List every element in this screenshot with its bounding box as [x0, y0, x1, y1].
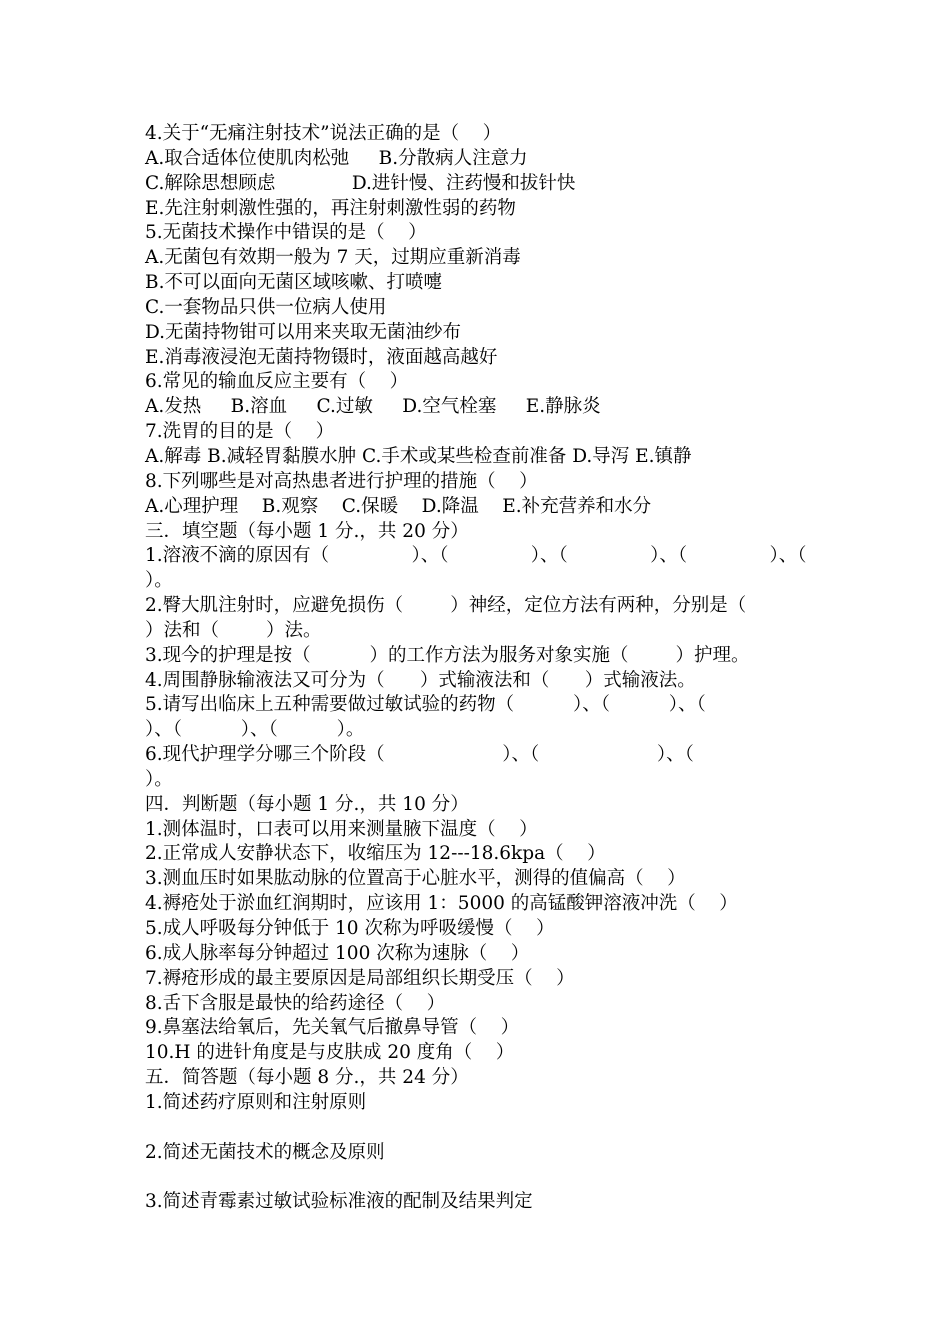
question-4: 4.关于“无痛注射技术”说法正确的是（ ）: [145, 123, 502, 144]
question-6-options: A.发热 B.溶血 C.过敏 D.空气栓塞 E.静脉炎: [145, 396, 601, 418]
true-false-8: 8.舌下含服是最快的给药途径（ ）: [145, 992, 446, 1014]
section-heading-true-false: 四．判断题（每小题 1 分.，共 10 分）: [145, 793, 469, 815]
question-8: 8.下列哪些是对高热患者进行护理的措施（ ）: [145, 470, 538, 492]
blank-line: [145, 1116, 815, 1141]
true-false-10: 10.H 的进针角度是与皮肤成 20 度角（ ）: [145, 1042, 515, 1064]
short-answer-1: 1.简述药疗原则和注射原则: [145, 1091, 367, 1113]
true-false-7: 7.褥疮形成的最主要原因是局部组织长期受压（ ）: [145, 967, 575, 989]
question-5-option-e: E.消毒液浸泡无菌持物镊时，液面越高越好: [145, 346, 498, 368]
question-7-options: A.解毒 B.减轻胃黏膜水肿 C.手术或某些检查前准备 D.导泻 E.镇静: [145, 445, 692, 467]
true-false-2: 2.正常成人安静状态下，收缩压为 12---18.6kpa（ ）: [145, 843, 606, 865]
question-5: 5.无菌技术操作中错误的是（ ）: [145, 222, 427, 244]
fill-in-6-cont: ）。: [145, 768, 173, 790]
true-false-1: 1.测体温时，口表可以用来测量腋下温度（ ）: [145, 818, 538, 840]
fill-in-3: 3.现今的护理是按（ ）的工作方法为服务对象实施（ ）护理。: [145, 644, 750, 666]
short-answer-2: 2.简述无菌技术的概念及原则: [145, 1141, 385, 1163]
short-answer-3: 3.简述青霉素过敏试验标准液的配制及结果判定: [145, 1191, 533, 1213]
question-4-option-e: E.先注射刺激性强的，再注射刺激性弱的药物: [145, 197, 516, 219]
fill-in-6: 6.现代护理学分哪三个阶段（ ）、（ ）、（: [145, 744, 694, 766]
blank-line: [145, 1165, 815, 1190]
fill-in-1: 1.溶液不滴的原因有（ ）、（ ）、（ ）、（ ）、（: [145, 545, 807, 567]
question-4-options-ab: A.取合适体位使肌肉松弛 B.分散病人注意力: [145, 147, 528, 169]
fill-in-2-cont: ）法和（ ）法。: [145, 619, 322, 641]
question-6: 6.常见的输血反应主要有（ ）: [145, 371, 409, 393]
question-4-options-cd: C.解除思想顾虑 D.进针慢、注药慢和拔针快: [145, 172, 576, 194]
fill-in-5: 5.请写出临床上五种需要做过敏试验的药物（ ）、（ ）、（: [145, 694, 706, 716]
fill-in-5-cont: ）、（ ）、（ ）。: [145, 719, 365, 741]
true-false-5: 5.成人呼吸每分钟低于 10 次称为呼吸缓慢（ ）: [145, 918, 555, 939]
question-7: 7.洗胃的目的是（ ）: [145, 421, 335, 443]
section-heading-fill-in: 三．填空题（每小题 1 分.，共 20 分）: [145, 520, 469, 542]
true-false-6: 6.成人脉率每分钟超过 100 次称为速脉（ ）: [145, 942, 530, 964]
document-body: [145, 122, 815, 1215]
question-5-option-a: A.无菌包有效期一般为 7 天，过期应重新消毒: [145, 247, 521, 269]
true-false-3: 3.测血压时如果肱动脉的位置高于心脏水平，测得的值偏高（ ）: [145, 868, 686, 890]
true-false-4: 4.褥疮处于淤血红润期时，应该用 1：5000 的高锰酸钾溶液冲洗（ ）: [145, 893, 738, 915]
question-5-option-c: C.一套物品只供一位病人使用: [145, 296, 387, 318]
fill-in-2: 2.臀大肌注射时，应避免损伤（ ）神经，定位方法有两种，分别是（: [145, 595, 747, 617]
question-8-options: A.心理护理 B.观察 C.保暖 D.降温 E.补充营养和水分: [145, 495, 652, 517]
question-5-option-b: B.不可以面向无菌区域咳嗽、打喷嚏: [145, 272, 442, 294]
fill-in-4: 4.周围静脉输液法又可分为（ ）式输液法和（ ）式输液法。: [145, 669, 696, 691]
fill-in-1-cont: ）。: [145, 570, 173, 592]
section-heading-short-answer: 五．简答题（每小题 8 分.，共 24 分）: [145, 1067, 469, 1089]
true-false-9: 9.鼻塞法给氧后，先关氧气后撤鼻导管（ ）: [145, 1017, 520, 1039]
question-5-option-d: D.无菌持物钳可以用来夹取无菌油纱布: [145, 321, 462, 343]
